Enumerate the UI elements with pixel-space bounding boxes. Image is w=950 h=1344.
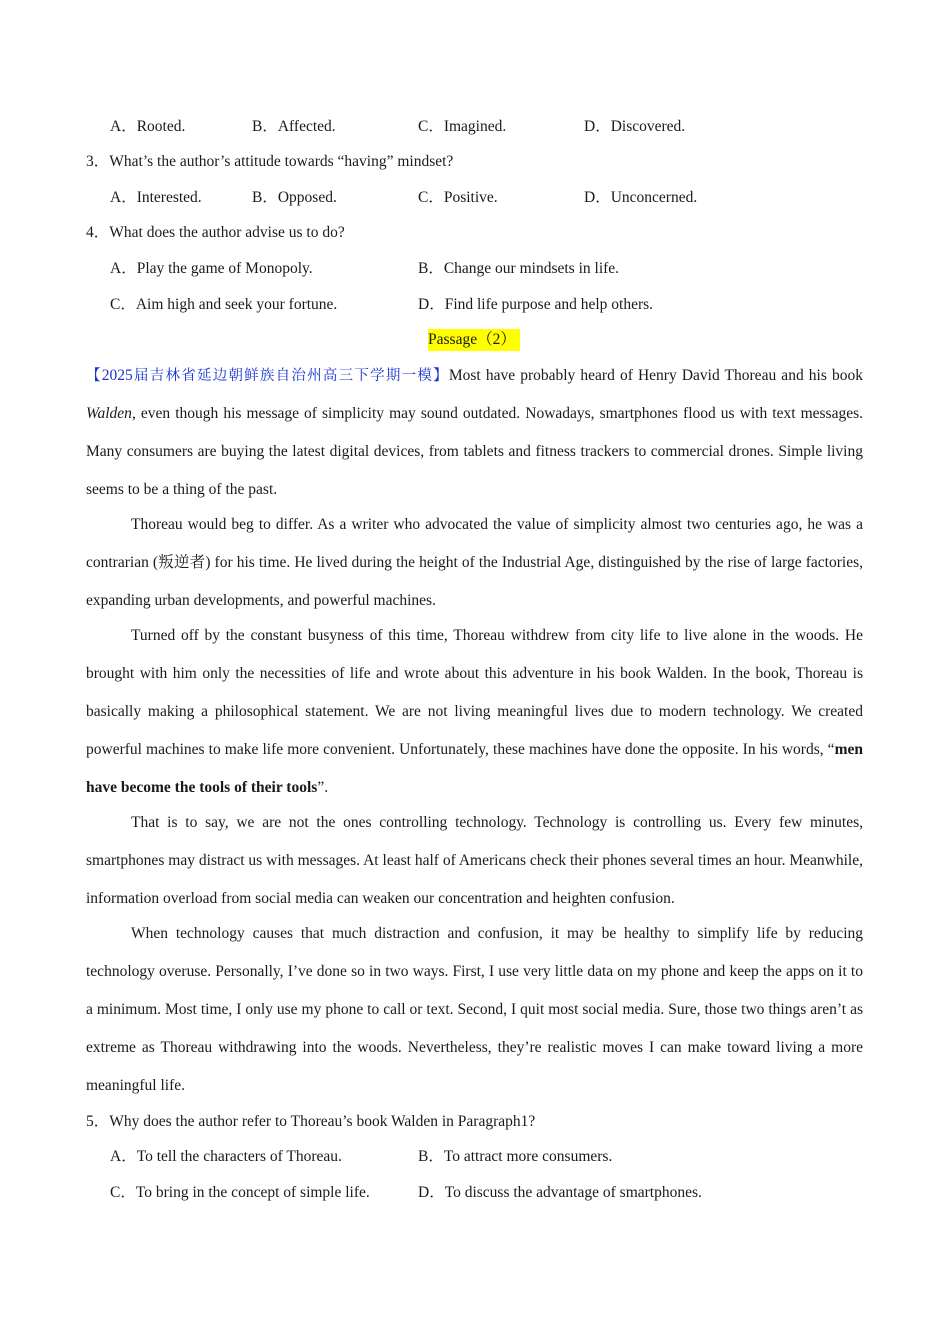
- q3-options: [0, 186, 950, 210]
- q3-option-d: D．Unconcerned.: [584, 189, 698, 206]
- q4-option-c: C．Aim high and seek your fortune.: [110, 296, 338, 313]
- q5-options-row2: [0, 1181, 950, 1205]
- q4-stem: 4．What does the author advise us to do?: [86, 224, 345, 241]
- q2-option-a: A．Rooted.: [110, 118, 186, 135]
- q3-stem: 3．What’s the author’s attitude towards “having” mindset?: [86, 153, 454, 170]
- q2-option-d: D．Discovered.: [584, 118, 686, 135]
- q3-option-b: B．Opposed.: [252, 189, 337, 206]
- book-title: Walden: [86, 405, 132, 422]
- passage-paragraph-2: Thoreau would beg to differ. As a writer who advocated the value of simplicity almost two centuries ago, he was a contrarian (叛逆者) for his time. He lived during the height of the Industrial Age, distinguished by the rise of large factories, expanding urban developments, and powerful machines.: [86, 516, 863, 609]
- q2-options: [0, 115, 950, 139]
- passage-paragraph-4: That is to say, we are not the ones controlling technology. Technology is controlling us. Every few minutes, smartphones may distract us with messages. At least half of Americans check their phones several times an hour. Meanwhile, information overload from social media can weaken our concentration and heighten confusion.: [86, 814, 863, 907]
- q2-option-b: B．Affected.: [252, 118, 336, 135]
- passage-paragraph-5: When technology causes that much distraction and confusion, it may be healthy to simplify life by reducing technology overuse. Personally, I’ve done so in two ways. First, I use very little data on my phone and keep the apps on it to a minimum. Most time, I only use my phone to call or text. Second, I quit most social media. Sure, those two things aren’t as extreme as Thoreau withdrawing into the woods. Nevertheless, they’re realistic moves I can make toward living a more meaningful life.: [86, 925, 863, 1094]
- passage-source: 【2025届吉林省延边朝鲜族自治州高三下学期一模】: [86, 367, 449, 384]
- q5-option-b: B．To attract more consumers.: [418, 1148, 613, 1165]
- q4-option-b: B．Change our mindsets in life.: [418, 260, 620, 277]
- passage-title: Passage（2）: [428, 329, 520, 351]
- thoreau-quote: men have become the tools of their tools: [86, 741, 863, 796]
- q4-option-a: A．Play the game of Monopoly.: [110, 260, 313, 277]
- q2-option-c: C．Imagined.: [418, 118, 507, 135]
- q4-options-row2: [0, 293, 950, 317]
- q5-stem: 5．Why does the author refer to Thoreau’s book Walden in Paragraph1?: [86, 1113, 536, 1130]
- q4-options-row1: [0, 257, 950, 281]
- q4-option-d: D．Find life purpose and help others.: [418, 296, 654, 313]
- passage-paragraph-3: Turned off by the constant busyness of this time, Thoreau withdrew from city life to live alone in the woods. He brought with him only the necessities of life and wrote about this adventure in his book Walden. In the book, Thoreau is basically making a philosophical statement. We are not living meaningful lives due to modern technology. We created powerful machines to make life more convenient. Unfortunately, these machines have done the opposite. In his words, “men have become the tools of their tools”.: [86, 627, 863, 796]
- passage-paragraph-1: 【2025届吉林省延边朝鲜族自治州高三下学期一模】Most have probably heard of Henry David Thoreau and his book Walden, even though his message of simplicity may sound outdated. Nowadays, smartphones flood us with text messages. Many consumers are buying the latest digital devices, from tablets and fitness trackers to commercial drones. Simple living seems to be a thing of the past.: [86, 367, 864, 498]
- q5-option-c: C．To bring in the concept of simple life.: [110, 1184, 370, 1201]
- q3-option-c: C．Positive.: [418, 189, 498, 206]
- q5-option-a: A．To tell the characters of Thoreau.: [110, 1148, 342, 1165]
- q5-options-row1: [0, 1145, 950, 1169]
- q5-option-d: D．To discuss the advantage of smartphones.: [418, 1184, 702, 1201]
- q3-option-a: A．Interested.: [110, 189, 202, 206]
